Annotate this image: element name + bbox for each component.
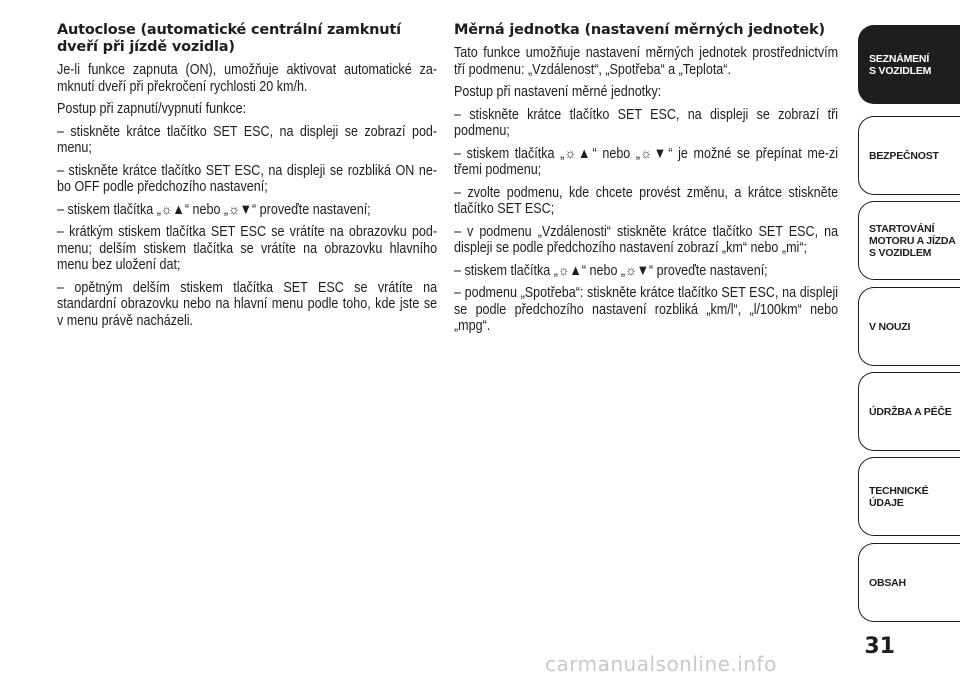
paragraph: Postup při zapnutí/vypnutí funkce:	[57, 101, 247, 117]
paragraph: – v podmenu „Vzdálenosti“ stiskněte krátce tlačítko SET ESC, na displeji se podle předchozího nastavení zobrazí „km“ nebo „mi“;	[454, 223, 839, 256]
tab-obsah[interactable]	[858, 543, 960, 622]
paragraph: – stiskem tlačítka „☼▲“ nebo „☼▼“ je možné se přepínat me-zi třemi podmenu;	[454, 145, 839, 178]
paragraph: – stiskněte krátce tlačítko SET ESC, na displeji se zobrazí pod-menu;	[57, 123, 438, 156]
paragraph: Tato funkce umožňuje nastavení měrných jednotek prostřednictvím tří podmenu: „Vzdálenost“, „Spotřeba“ a „Teplota“.	[454, 45, 839, 78]
chapter-tabs	[858, 0, 960, 677]
paragraph: – stiskněte krátce tlačítko SET ESC, na displeji se zobrazí tři podmenu;	[454, 106, 839, 139]
paragraph: Postup při nastavení měrné jednotky:	[454, 84, 662, 100]
tab-label: V NOUZI	[869, 320, 911, 333]
paragraph: – opětným delším stiskem tlačítka SET ESC se vrátíte na standardní obrazovku nebo na hlavní menu podle toho, kde jste se v menu právě nacházeli.	[57, 279, 438, 329]
page-number: 31	[864, 634, 895, 659]
paragraph: Je-li funkce zapnuta (ON), umožňuje aktivovat automatické za-mknutí dveří při překročení rychlosti 20 km/h.	[57, 62, 438, 95]
paragraph: – stiskem tlačítka „☼▲“ nebo „☼▼“ proveďte nastavení;	[454, 262, 768, 279]
tab-label: SEZNÁMENÍ S VOZIDLEM	[869, 52, 932, 77]
tab-startovani-motoru[interactable]	[858, 201, 960, 280]
tab-v-nouzi[interactable]	[858, 287, 960, 366]
left-column	[57, 22, 438, 335]
paragraph: – stiskněte krátce tlačítko SET ESC, na displeji se rozbliká ON ne-bo OFF podle předchozího nastavení;	[57, 162, 438, 195]
tab-seznameni-s-vozidlem[interactable]	[858, 25, 960, 104]
tab-label: ÚDRŽBA A PÉČE	[869, 405, 952, 418]
section-heading-autoclose: Autoclose (automatické centrální zamknutí dveří při jízdě vozidla)	[57, 22, 401, 55]
tab-technicke-udaje[interactable]	[858, 457, 960, 536]
watermark: carmanualsonline.info	[545, 652, 777, 676]
tab-label: BEZPEČNOST	[869, 149, 939, 162]
tab-bezpecnost[interactable]	[858, 116, 960, 195]
section-heading-units: Měrná jednotka (nastavení měrných jednotek)	[454, 22, 825, 38]
paragraph: – krátkým stiskem tlačítka SET ESC se vrátíte na obrazovku pod-menu; delším stiskem tlačítka se vrátíte na obrazovku hlavního menu bez uložení dat;	[57, 224, 438, 273]
tab-label: TECHNICKÉ ÚDAJE	[869, 484, 929, 509]
tab-label: STARTOVÁNÍ MOTORU A JÍZDA S VOZIDLEM	[869, 222, 956, 259]
tab-label: OBSAH	[869, 576, 906, 589]
tab-udrzba-a-pece[interactable]	[858, 372, 960, 451]
paragraph: – podmenu „Spotřeba“: stiskněte krátce tlačítko SET ESC, na displeji se podle předchozího nastavení rozbliká „km/l“, „l/100km“ nebo „mpg“.	[454, 285, 839, 334]
paragraph: – zvolte podmenu, kde chcete provést změnu, a krátce stiskněte tlačítko SET ESC;	[454, 184, 839, 217]
paragraph: – stiskem tlačítka „☼▲“ nebo „☼▼“ proveďte nastavení;	[57, 201, 371, 218]
right-column	[454, 22, 839, 341]
